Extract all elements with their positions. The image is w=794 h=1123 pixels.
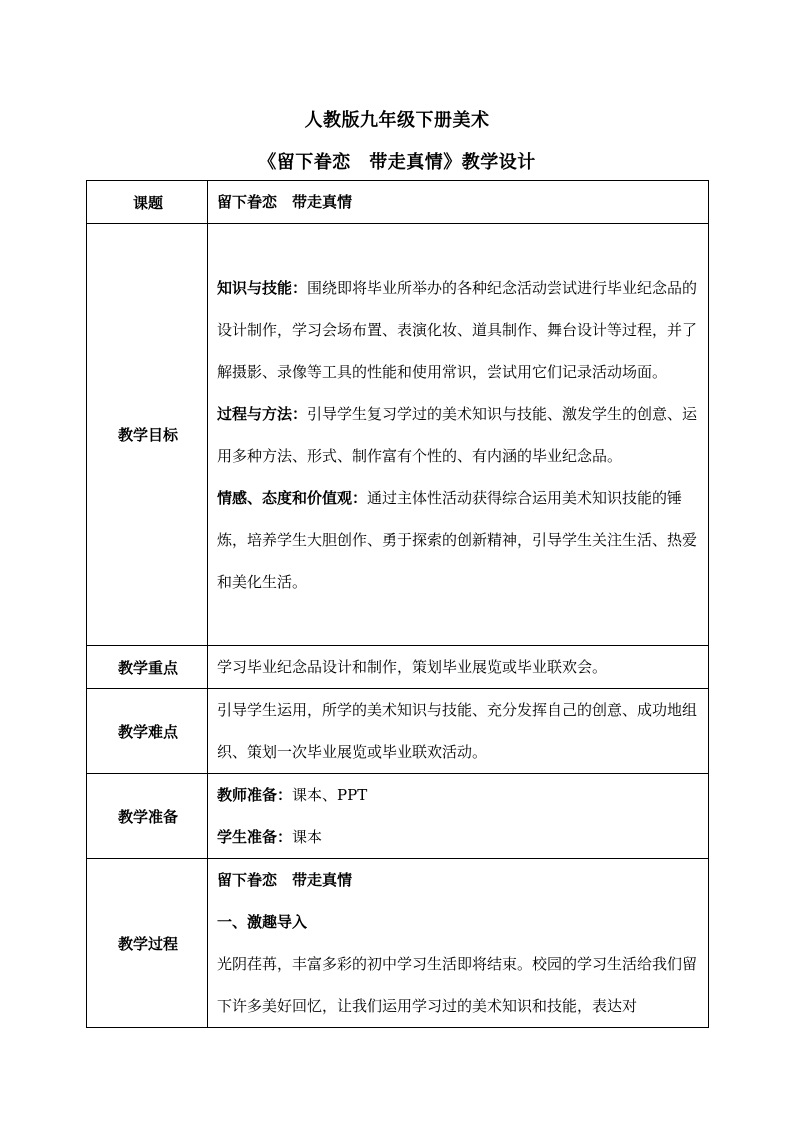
process-section-heading: 一、激趣导入 bbox=[217, 913, 308, 931]
label-key-points: 教学重点 bbox=[87, 646, 208, 689]
process-text: 光阴荏苒，丰富多彩的初中学习生活即将结束。校园的学习生活给我们留下许多美好回忆，让我们运用学习过的美术知识和技能，表达对 bbox=[217, 955, 698, 1015]
value-topic: 留下眷恋 带走真情 bbox=[208, 181, 709, 224]
value-difficulties: 引导学生运用，所学的美术知识与技能、充分发挥自己的创意、成功地组织、策划一次毕业展览或毕业联欢活动。 bbox=[208, 689, 709, 774]
document-title: 人教版九年级下册美术 bbox=[304, 110, 490, 131]
table-row-goals bbox=[87, 224, 709, 646]
value-goals bbox=[208, 224, 709, 646]
prep-student-text: 课本 bbox=[292, 828, 323, 846]
label-topic: 课题 bbox=[87, 181, 208, 224]
lesson-plan-table bbox=[86, 180, 709, 1028]
value-key-points: 学习毕业纪念品设计和制作，策划毕业展览或毕业联欢会。 bbox=[208, 646, 709, 689]
value-process bbox=[208, 859, 709, 1028]
table-row-process bbox=[87, 859, 709, 1028]
label-process: 教学过程 bbox=[87, 859, 208, 1028]
prep-student bbox=[217, 816, 701, 858]
goal-knowledge bbox=[217, 267, 701, 393]
label-preparation: 教学准备 bbox=[87, 774, 208, 859]
goal-knowledge-text: 围绕即将毕业所举办的各种纪念活动尝试进行毕业纪念品的设计制作，学习会场布置、表演化妆、道具制作、舞台设计等过程，并了解摄影、录像等工具的性能和使用常识，尝试用它们记录活动场面。 bbox=[217, 278, 698, 381]
table-row-difficulties bbox=[87, 689, 709, 774]
label-difficulties: 教学难点 bbox=[87, 689, 208, 774]
document-subtitle: 《留下眷恋 带走真情》教学设计 bbox=[258, 152, 536, 173]
goal-knowledge-heading: 知识与技能： bbox=[217, 278, 308, 297]
prep-student-heading: 学生准备： bbox=[217, 828, 293, 846]
goal-emotion-heading: 情感、态度和价值观： bbox=[217, 488, 368, 507]
process-subtitle: 留下眷恋 带走真情 bbox=[217, 871, 353, 889]
prep-teacher-heading: 教师准备： bbox=[217, 786, 293, 804]
goal-process bbox=[217, 393, 701, 477]
goal-emotion-text: 通过主体性活动获得综合运用美术知识技能的锤炼，培养学生大胆创作、勇于探索的创新精神，引导学生关注生活、热爱和美化生活。 bbox=[217, 488, 698, 591]
label-goals: 教学目标 bbox=[87, 224, 208, 646]
table-row-key-points bbox=[87, 646, 709, 689]
value-preparation bbox=[208, 774, 709, 859]
goal-process-text: 引导学生复习学过的美术知识与技能、激发学生的创意、运用多种方法、形式、制作富有个性的、有内涵的毕业纪念品。 bbox=[217, 404, 698, 465]
table-row-preparation bbox=[87, 774, 709, 859]
table-row-topic bbox=[87, 181, 709, 224]
prep-teacher bbox=[217, 774, 701, 816]
prep-teacher-text: 课本、PPT bbox=[292, 786, 368, 804]
goal-emotion bbox=[217, 477, 701, 603]
goal-process-heading: 过程与方法： bbox=[217, 404, 308, 423]
